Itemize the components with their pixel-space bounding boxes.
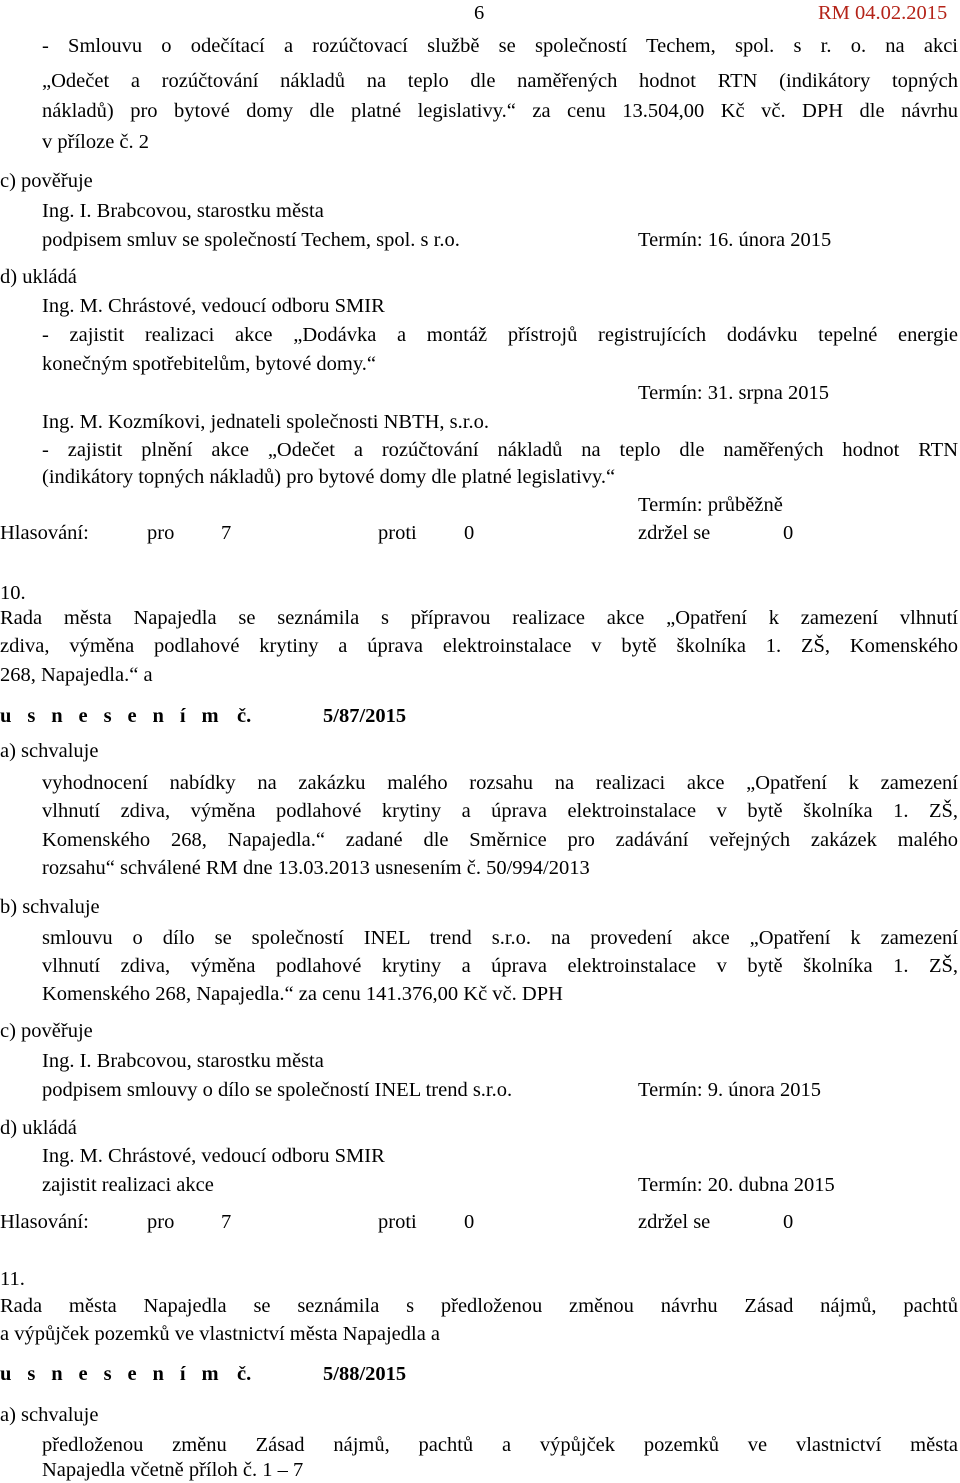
- responsible-person: Ing. M. Kozmíkovi, jednateli společnosti NBTH, s.r.o.: [42, 411, 489, 433]
- resolution-c: č.: [237, 1363, 252, 1385]
- body-text: Komenského 268, Napajedla.“ za cenu 141.376,00 Kč vč. DPH: [42, 983, 563, 1005]
- text-line: nákladů) pro bytové domy dle platné legislativy.“ za cenu 13.504,00 Kč vč. DPH dle návrhu: [42, 100, 958, 122]
- body-text: rozsahu“ schválené RM dne 13.03.2013 usnesením č. 50/994/2013: [42, 857, 590, 879]
- text-line: - Smlouvu o odečítací a rozúčtovací službě se společností Techem, spol. s r. o. na akci: [42, 35, 958, 57]
- deadline: Termín: průběžně: [638, 494, 783, 516]
- vote-abstain-count: 0: [783, 522, 794, 544]
- intro-text: zdiva, výměna podlahové krytiny a úprava elektroinstalace v bytě školníka 1. ZŠ, Komenského: [0, 635, 958, 657]
- section-heading: c) pověřuje: [0, 1020, 93, 1042]
- vote-abstain-count: 0: [783, 1211, 794, 1233]
- task-text: zajistit realizaci akce: [42, 1174, 214, 1196]
- vote-proti-label: proti: [378, 522, 417, 544]
- body-text: Napajedla včetně příloh č. 1 – 7: [42, 1459, 304, 1481]
- task-text: - zajistit plnění akce „Odečet a rozúčtování nákladů na teplo dle naměřených hodnot RTN: [42, 439, 958, 461]
- text-line: v příloze č. 2: [42, 131, 150, 153]
- responsible-person: Ing. M. Chrástové, vedoucí odboru SMIR: [42, 295, 385, 317]
- deadline: Termín: 31. srpna 2015: [638, 382, 830, 404]
- task-text: (indikátory topných nákladů) pro bytové domy dle platné legislativy.“: [42, 466, 616, 488]
- responsible-person: Ing. I. Brabcovou, starostku města: [42, 200, 324, 222]
- deadline: Termín: 16. února 2015: [638, 229, 832, 251]
- vote-pro-count: 7: [221, 522, 232, 544]
- task-text: konečným spotřebitelům, bytové domy.“: [42, 353, 377, 375]
- body-text: smlouvu o dílo se společností INEL trend s.r.o. na provedení akce „Opatření k zamezení: [42, 927, 958, 949]
- resolution-label: u s n e s e n í m: [0, 705, 224, 727]
- vote-pro-label: pro: [147, 1211, 175, 1233]
- resolution-number: 5/87/2015: [323, 705, 407, 727]
- item-number: 11.: [0, 1268, 25, 1290]
- body-text: předloženou změnu Zásad nájmů, pachtů a výpůjček pozemků ve vlastnictví města: [42, 1434, 958, 1456]
- intro-text: 268, Napajedla.“ a: [0, 664, 153, 686]
- vote-label: Hlasování:: [0, 1211, 89, 1233]
- vote-proti-label: proti: [378, 1211, 417, 1233]
- resolution-number: 5/88/2015: [323, 1363, 407, 1385]
- responsible-person: Ing. I. Brabcovou, starostku města: [42, 1050, 324, 1072]
- vote-pro-label: pro: [147, 522, 175, 544]
- section-heading: b) schvaluje: [0, 896, 100, 918]
- vote-label: Hlasování:: [0, 522, 89, 544]
- vote-abstain-label: zdržel se: [638, 1211, 711, 1233]
- task-text: podpisem smluv se společností Techem, spol. s r.o.: [42, 229, 460, 251]
- vote-proti-count: 0: [464, 1211, 475, 1233]
- document-reference: RM 04.02.2015: [818, 2, 948, 24]
- section-heading: c) pověřuje: [0, 170, 93, 192]
- vote-abstain-label: zdržel se: [638, 522, 711, 544]
- responsible-person: Ing. M. Chrástové, vedoucí odboru SMIR: [42, 1145, 385, 1167]
- intro-text: Rada města Napajedla se seznámila s předloženou změnou návrhu Zásad nájmů, pachtů: [0, 1295, 958, 1317]
- section-heading: d) ukládá: [0, 1117, 77, 1139]
- deadline: Termín: 9. února 2015: [638, 1079, 822, 1101]
- intro-text: Rada města Napajedla se seznámila s přípravou realizace akce „Opatření k zamezení vlhnutí: [0, 607, 958, 629]
- section-heading: a) schvaluje: [0, 1404, 99, 1426]
- body-text: vyhodnocení nabídky na zakázku malého rozsahu na realizaci akce „Opatření k zamezení: [42, 772, 958, 794]
- text-line: „Odečet a rozúčtování nákladů na teplo dle naměřených hodnot RTN (indikátory topných: [42, 70, 958, 92]
- task-text: podpisem smlouvy o dílo se společností INEL trend s.r.o.: [42, 1079, 513, 1101]
- vote-proti-count: 0: [464, 522, 475, 544]
- body-text: Komenského 268, Napajedla.“ zadané dle Směrnice pro zadávání veřejných zakázek malého: [42, 829, 958, 851]
- resolution-c: č.: [237, 705, 252, 727]
- section-heading: d) ukládá: [0, 266, 77, 288]
- page-number: 6: [474, 2, 485, 24]
- resolution-label: u s n e s e n í m: [0, 1363, 224, 1385]
- deadline: Termín: 20. dubna 2015: [638, 1174, 835, 1196]
- body-text: vlhnutí zdiva, výměna podlahové krytiny a úprava elektroinstalace v bytě školníka 1. ZŠ,: [42, 955, 958, 977]
- section-heading: a) schvaluje: [0, 740, 99, 762]
- body-text: vlhnutí zdiva, výměna podlahové krytiny a úprava elektroinstalace v bytě školníka 1. ZŠ,: [42, 800, 958, 822]
- task-text: - zajistit realizaci akce „Dodávka a montáž přístrojů registrujících dodávku tepelné energie: [42, 324, 958, 346]
- vote-pro-count: 7: [221, 1211, 232, 1233]
- intro-text: a výpůjček pozemků ve vlastnictví města Napajedla a: [0, 1323, 441, 1345]
- item-number: 10.: [0, 582, 26, 604]
